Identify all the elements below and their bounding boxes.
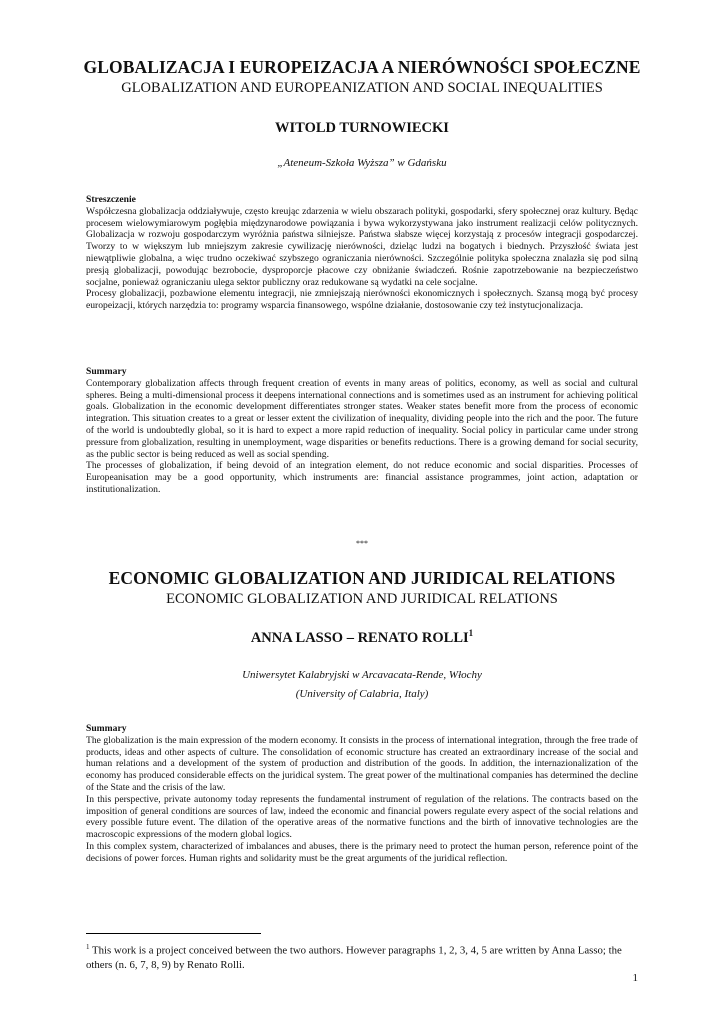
page-number: 1 xyxy=(632,972,638,984)
article1-summary xyxy=(86,366,638,496)
article2-affiliation-english: (University of Calabria, Italy) xyxy=(295,688,429,700)
article1-streszczenie xyxy=(86,194,638,312)
article1-title-english: GLOBALIZATION AND EUROPEANIZATION AND SOCIAL INEQUALITIES xyxy=(121,80,603,96)
article2-summary-paragraph-1: The globalization is the main expression of the modern economy. It consists in the process of international integration, through the free trade of products, ideas and other aspects of culture. The consolidation of economic structure has created an extraordinary increase of the social and human relations and a development of the system of production and distribution of the goods. In addition, the internazionalization of the economy has produced considerable effects on the juridical system. The great power of the multinational companies has determined the decline of the State and the crisis of the law. xyxy=(86,734,638,793)
article1-affiliation: „Ateneum-Szkoła Wyższa” w Gdańsku xyxy=(277,157,447,169)
streszczenie-paragraph-2: Procesy globalizacji, pozbawione elementu integracji, nie zmniejszają nierówności ekonomicznych i społecznych. Szansą mogą być procesy europeizacji, których narzędzia to: programy wsparcia finansowego, wspólne działanie, dostosowanie czy też instytucjonalizacja. xyxy=(86,288,638,312)
article2-subtitle: ECONOMIC GLOBALIZATION AND JURIDICAL RELATIONS xyxy=(166,591,558,607)
footnote-mark: 1 xyxy=(86,943,90,951)
summary-paragraph-2: The processes of globalization, if being devoid of an integration element, do not reduce economic and social disparities. Processes of Europeanisation may be a good opportunity, which instruments are: financial assistance programmes, joint action, adaptation or institutionalization. xyxy=(86,460,638,495)
article2-summary-paragraph-3: In this complex system, characterized of imbalances and abuses, there is the primary need to protect the human person, reference point of the decisions of power forces. Human rights and solidarity must be the great arguments of the juridical reflection. xyxy=(86,840,638,864)
summary-paragraph-1: Contemporary globalization affects through frequent creation of events in many areas of politics, economy, as well as social and cultural spheres. Being a multi-dimensional process it deepens international connections and is sometimes used as an instrument for achieving political goals. Globalization in the economic development differentiates stronger states. Weaker states benefit more from the process of economic integration. This situation creates to a great or lesser extent the civilization of inequality, dividing people into the rich and the poor. The future of the world is undoubtedly global, so it is hard to expect a more rapid reduction of inequality. Social policy in particular came under strong pressure from globalization, resulting in unemployment, wage disparities or benefits reductions. There is a growing demand for social security, as the public sector is being reduced as well as social spending. xyxy=(86,377,638,460)
article1-title-polish: GLOBALIZACJA I EUROPEIZACJA A NIERÓWNOŚCI SPOŁECZNE xyxy=(83,57,641,77)
article2-authors-text: ANNA LASSO – RENATO ROLLI xyxy=(250,630,469,646)
section-separator: *** xyxy=(356,539,368,548)
article2-authors xyxy=(0,630,724,647)
article2-title: ECONOMIC GLOBALIZATION AND JURIDICAL RELATIONS xyxy=(108,568,616,588)
article2-affiliation-polish: Uniwersytet Kalabryjski w Arcavacata-Rende, Włochy xyxy=(242,669,482,681)
article2-summary-paragraph-2: In this perspective, private autonomy today represents the fundamental instrument of regulation of the relations. The contracts based on the imposition of general conditions are sources of law, indeed the economic and financial powers regulate every aspect of the social relations and every possible future event. The dilation of the operative areas of the normative functions and the birth of innovative technologies are the macroscopic expressions of the modern global logics. xyxy=(86,793,638,841)
footnote xyxy=(86,940,638,972)
footnote-text: This work is a project conceived between the two authors. However paragraphs 1, 2, 3, 4, 5 are written by Anna Lasso; the others (n. 6, 7, 8, 9) by Renato Rolli. xyxy=(86,944,622,971)
article2-summary xyxy=(86,723,638,865)
streszczenie-paragraph-1: Współczesna globalizacja oddziaływuje, często kreując zdarzenia w wielu obszarach polityki, gospodarki, sfery społecznej oraz kultury. Będąc procesem wielowymiarowym pogłębia międzynarodowe powiązania i bywa wykorzystywana jako instrument realizacji celów politycznych. Globalizacja w rozwoju gospodarczym wyróżnia państwa silniejsze. Państwa słabsze więcej korzystają z procesów integracji gospodarczej. Tworzy to w większym lub mniejszym zakresie cywilizację nierówności, dzieląc ludzi na bogatych i biednych. Przyszłość świata jest niewątpliwie globalna, a więc trudno oczekiwać szybszego ograniczania nierówności. Szczególnie polityka społeczna znalazła się pod silną presją globalizacji, powodując bezrobocie, dysproporcje płacowe czy obniżanie świadczeń. Rośnie zapotrzebowanie na bezpieczeństwo socjalne, ponieważ ograniczaniu ulega sektor publiczny oraz redukowane są wydatki na cele socjalne. xyxy=(86,205,638,288)
article1-author: WITOLD TURNOWIECKI xyxy=(275,120,449,136)
footnote-divider xyxy=(86,933,261,934)
article2-summary-heading: Summary xyxy=(86,723,127,734)
summary-heading: Summary xyxy=(86,366,127,377)
footnote-reference[interactable]: 1 xyxy=(468,628,474,639)
streszczenie-heading: Streszczenie xyxy=(86,194,136,205)
